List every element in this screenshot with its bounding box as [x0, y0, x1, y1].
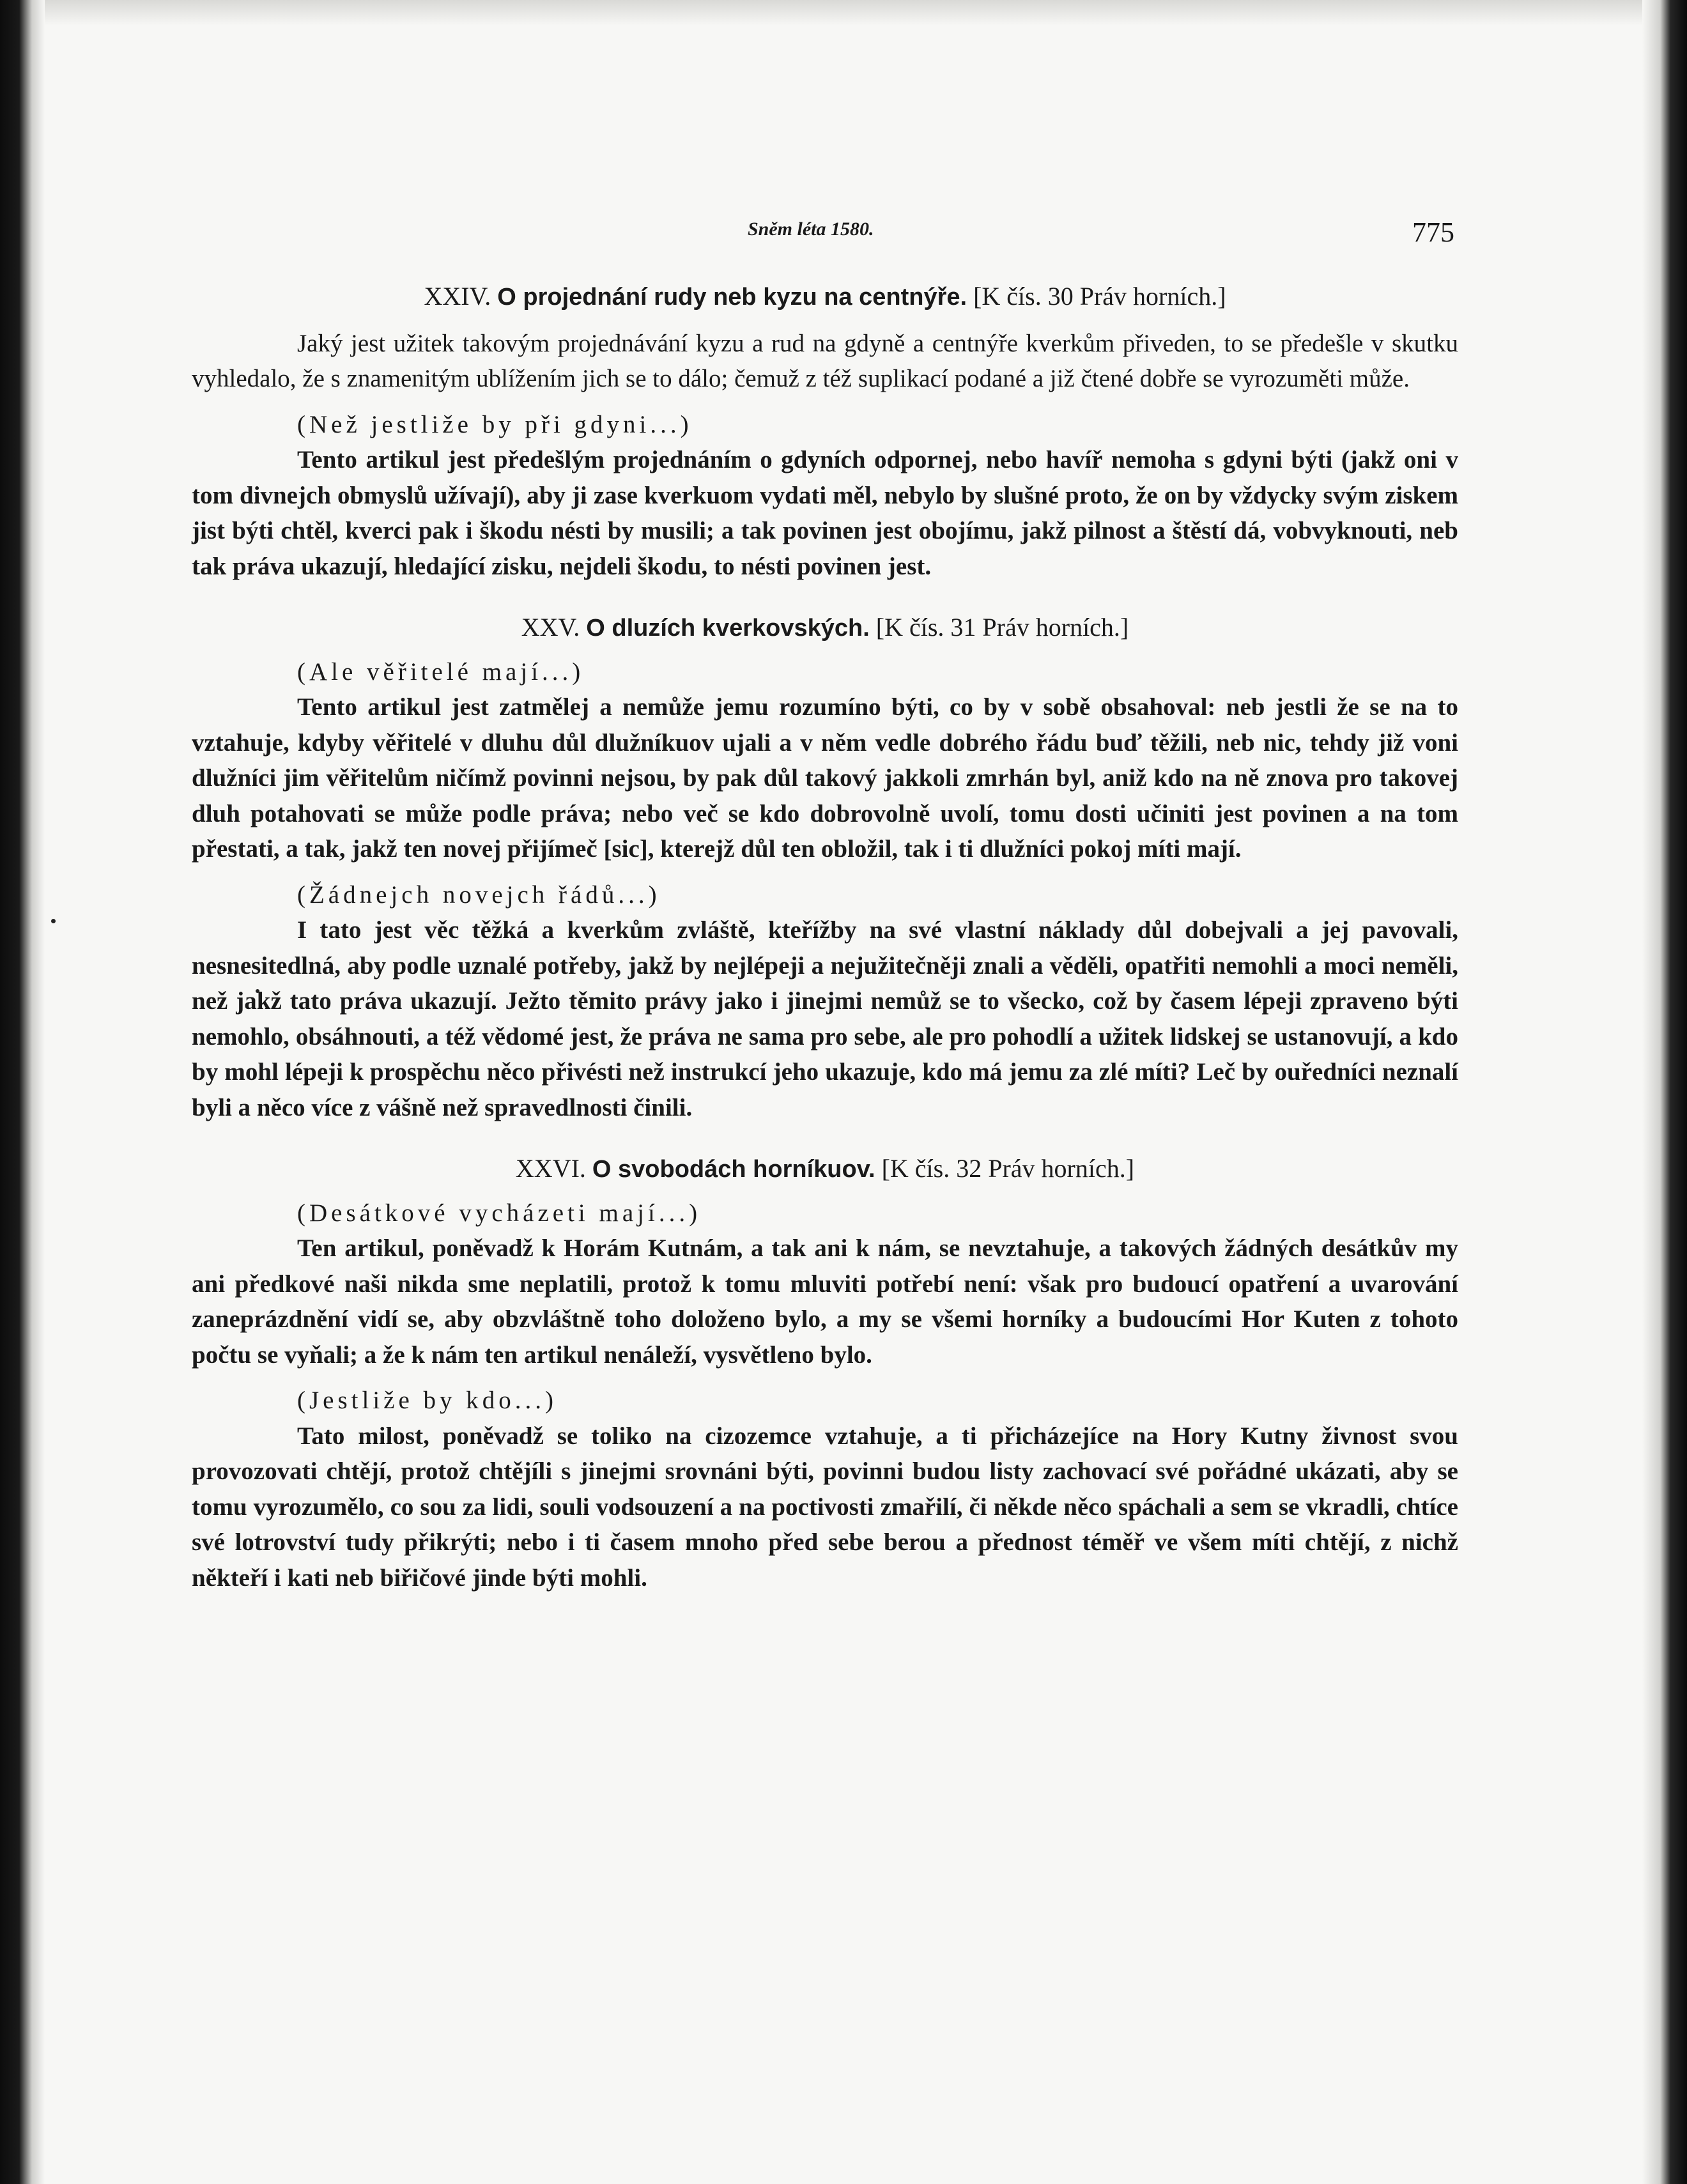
- incipit: (Desátkové vycházeti mají...): [297, 1199, 702, 1227]
- section-title: O projednání rudy neb kyzu na centnýře.: [497, 284, 967, 311]
- commentary-paragraph: Tento artikul jest předešlým projednáním o gdyních odpornej, nebo havíř nemoha s gdyni býti (jakž oni v tom divnejch obmyslů užívají), aby ji zase kverkuom vydati měl, nebylo by slušné proto, že on by vždycky svým ziskem jist býti chtěl, kverci pak i škodu nésti by musili; a tak povinen jest obojímu, jakž pilnost a štěstí dá, vobvyknouti, neb tak práva ukazují, hledající zisku, nejdeli škodu, to nésti povinen jest.: [192, 446, 1458, 580]
- section-numeral: XXVI.: [515, 1154, 586, 1183]
- section-reference: [K čís. 31 Práv horních.]: [875, 613, 1129, 642]
- section-reference: [K čís. 30 Práv horních.]: [973, 282, 1226, 311]
- section-numeral: XXIV.: [424, 282, 491, 311]
- section-title: O dluzích kverkovských.: [586, 615, 870, 642]
- incipit: (Než jestliže by při gdyni...): [297, 410, 693, 438]
- commentary-paragraph: I tato jest věc těžká a kverkům zvláště, kteřížby na své vlastní náklady důl dobejvali a jej pavovali, nesnesitedlná, aby podle uznalé potřeby, jakž by nejlépeji a nejužitečněji znali a věděli, opatřiti nemohli a moci neměli, než jakž tato práva ukazují. Ježto těmito právy jako i jinejmi nemůž se to všecko, což by časem lépeji zpraveno býti nemohlo, obsáhnouti, a též vědomé jest, že práva ne sama pro sebe, ale pro pohodlí a užitek lidskej se ustanovují, a kdo by mohl lépeji k prospěchu něco přivésti než instrukcí jeho ukazuje, kdo má jemu za zlé míti? Leč by ouředníci neznalí byli a něco více z vášně než spravedlnosti činili.: [192, 916, 1458, 1121]
- commentary-paragraph: Tento artikul jest zatmělej a nemůže jemu rozumíno býti, co by v sobě obsahoval: neb jestli že se na to vztahuje, kdyby věřitelé v dluhu důl dlužníkuov ujali a v něm vedle dobrého řádu buď těžili, neb nic, tehdy již voni dlužníci jim věřitelům ničímž povinni nejsou, by pak důl takový jakkoli zmrhán byl, aniž kdo na ně znova pro takovej dluh potahovati se může podle práva; nebo več se kdo dobrovolně uvolí, tomu dosti učiniti jest povinen a na tom přestati, a tak, jakž ten novej přijímeč [sic], kterejž důl ten obložil, tak i ti dlužníci pokoj míti mají.: [192, 693, 1458, 863]
- scan-edge-left: [0, 0, 45, 2184]
- section-title: O svobodách horníkuov.: [592, 1156, 875, 1183]
- section-heading: [192, 279, 1458, 316]
- running-head: Sněm léta 1580.: [748, 219, 874, 240]
- incipit: (Jestliže by kdo...): [297, 1387, 558, 1414]
- scan-edge-right: [1642, 0, 1687, 2184]
- incipit: (Žádnejch novejch řádů...): [297, 881, 661, 909]
- section-intro: Jaký jest užitek takovým projednávání kyzu a rud na gdyně a centnýře kverkům přiveden, to se předešle v skutku vyhledalo, že s znamenitým ublížením jich se to dálo; čemuž z též suplikací podané a již čtené dobře se vyrozuměti může.: [192, 329, 1458, 392]
- scan-shadow-top: [0, 0, 1687, 26]
- section-heading: [192, 1151, 1458, 1188]
- page-body: [192, 279, 1458, 1596]
- section-heading: [192, 610, 1458, 647]
- page-number: 775: [1412, 217, 1454, 248]
- commentary-paragraph: Ten artikul, poněvadž k Horám Kutnám, a tak ani k nám, se nevztahuje, a takových žádných desátkův my ani předkové naši nikda sme neplatili, protož k tomu mluviti potřebí není: však pro budoucí opatření a uvarování zaneprázdnění vidí se, aby obzvláštně toho doloženo bylo, a my se všemi horníky a budoucími Hor Kuten z tohoto počtu se vyňali; a že k nám ten artikul nenáleží, vysvětleno bylo.: [192, 1234, 1458, 1369]
- section-numeral: XXV.: [521, 613, 580, 642]
- dust-speck: [51, 919, 56, 923]
- section-reference: [K čís. 32 Práv horních.]: [881, 1154, 1135, 1183]
- commentary-paragraph: Tato milost, poněvadž se toliko na cizozemce vztahuje, a ti přicházejíce na Hory Kutny živnost svou provozovati chtějí, protož chtějíli s jinejmi srovnáni býti, povinni budou listy zachovací své pořádné ukázati, aby se tomu vyrozumělo, co sou za lidi, souli vodsouzení a na poctivosti zmařilí, či někde něco spáchali a sem se vkradli, chtíce své lotrovství tudy přikrýti; nebo i ti časem mnoho před sebe berou a přednost téměř ve všem míti chtějí, z nichž někteří i kati neb biřičové jinde býti mohli.: [192, 1422, 1458, 1592]
- incipit: (Ale věřitelé mají...): [297, 658, 585, 686]
